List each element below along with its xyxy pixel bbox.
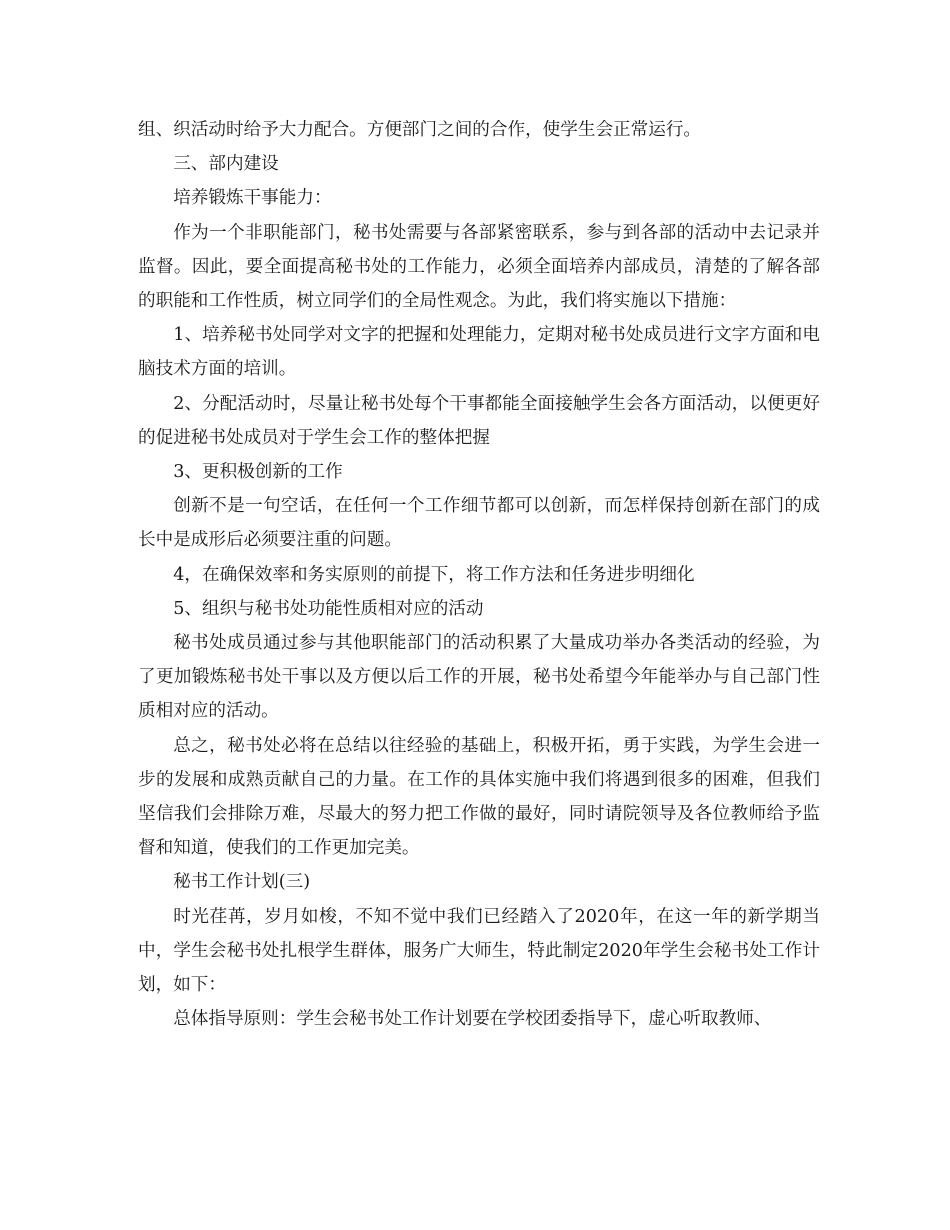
section-title-plan-three: 秘书工作计划(三) [173, 872, 311, 893]
paragraph-conclusion: 总之，秘书处必将在总结以往经验的基础上，积极开拓，勇于实践，为学生会进一步的发展和成熟贡献自己的力量。在工作的具体实施中我们将遇到很多的困难，但我们坚信我们会排除万难，尽最大的努力把工作做的最好，同时请院领导及各位教师给予监督和知道，使我们的工作更加完美。 [138, 735, 820, 859]
section-heading-internal-construction: 三、部内建设 [173, 154, 279, 175]
paragraph-activities-experience: 秘书处成员通过参与其他职能部门的活动积累了大量成功举办各类活动的经验，为了更加锻炼秘书处干事以及方便以后工作的开展，秘书处希望今年能举办与自己部门性质相对应的活动。 [138, 633, 820, 722]
paragraph-innovation: 创新不是一句空话，在任何一个工作细节都可以创新，而怎样保持创新在部门的成长中是成形后必须要注重的问题。 [138, 496, 820, 551]
paragraph-continuation: 组、织活动时给予大力配合。方便部门之间的合作，使学生会正常运行。 [138, 120, 702, 140]
list-item-1: 1、培养秘书处同学对文字的把握和处理能力，定期对秘书处成员进行文字方面和电脑技术方面的培训。 [138, 325, 820, 380]
list-item-3: 3、更积极创新的工作 [173, 462, 343, 483]
paragraph-guiding-principle: 总体指导原则：学生会秘书处工作计划要在学校团委指导下，虚心听取教师、 [173, 1009, 772, 1030]
document-page [138, 113, 820, 1036]
list-item-5: 5、组织与秘书处功能性质相对应的活动 [173, 598, 484, 619]
list-item-2: 2、分配活动时，尽量让秘书处每个干事都能全面接触学生会各方面活动，以便更好的促进秘书处成员对于学生会工作的整体把握 [138, 393, 820, 448]
paragraph-time-passes: 时光荏苒，岁月如梭，不知不觉中我们已经踏入了2020年，在这一年的新学期当中，学生会秘书处扎根学生群体，服务广大师生，特此制定2020年学生会秘书处工作计划，如下： [138, 906, 820, 996]
subheading-staff-training: 培养锻炼干事能力： [173, 188, 332, 209]
list-item-4: 4，在确保效率和务实原则的前提下，将工作方法和任务进步明细化 [173, 564, 695, 585]
paragraph-non-functional-department: 作为一个非职能部门，秘书处需要与各部紧密联系，参与到各部的活动中去记录并监督。因此，要全面提高秘书处的工作能力，必须全面培养内部成员，清楚的了解各部的职能和工作性质，树立同学们的全局性观念。为此，我们将实施以下措施： [138, 222, 820, 312]
